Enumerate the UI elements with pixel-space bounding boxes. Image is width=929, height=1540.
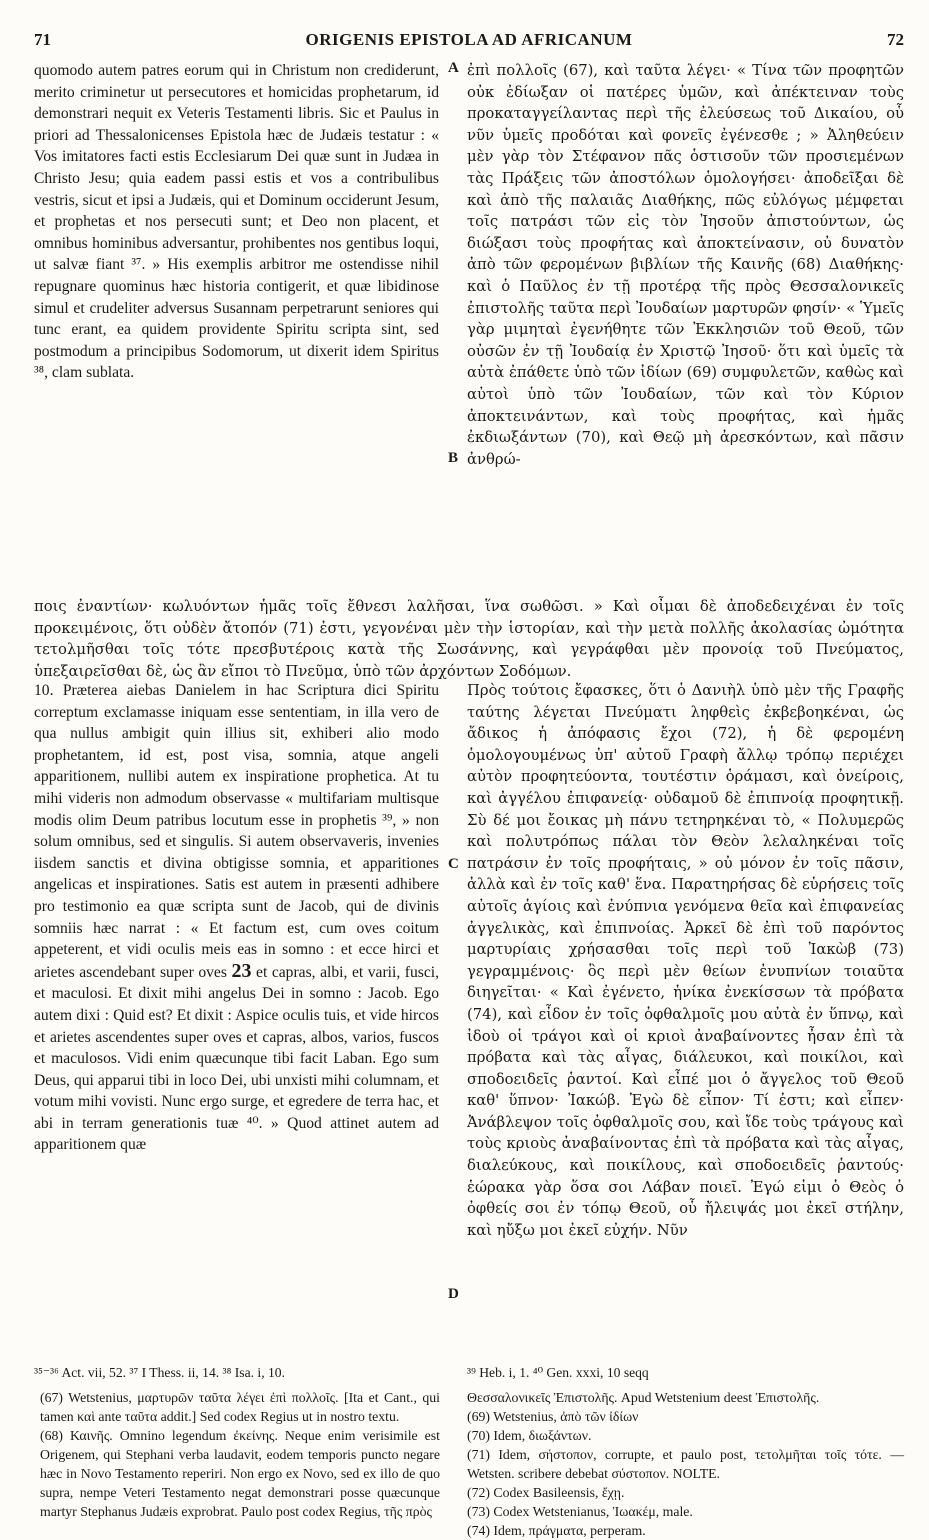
margin-letter-c: C: [448, 856, 459, 872]
margin-letter-d: D: [448, 1286, 459, 1302]
editor-notes-right: [467, 1388, 904, 1540]
note-67: (67) Wetstenius, μαρτυρῶν ταῦτα λέγει ἐπὶ πολλοῖς. [Ita et Cant., qui tamen καὶ ante ταῦτα addit.] Sed codex Regius ut in nostro textu.: [40, 1390, 440, 1424]
note-70: (70) Idem, διωξάντων.: [467, 1428, 592, 1443]
greek-fullwidth: ποις ἐναντίων· κωλυόντων ἡμᾶς τοῖς ἔθνεσι λαλῆσαι, ἵνα σωθῶσι. » Καὶ οἶμαι δὲ ἀποδεδειχέναι ἐν τοῖς προκειμένοις, ὅτι οὐδὲν ἄτοπόν (71) ἐστι, γεγονέναι μὲν τὴν ἱστορίαν, καὶ τὴν μετὰ πολλῆς ἀκολασίας ὠμότητα τετολμῆσθαι τοῖς τότε πρεσβυτέροις κατὰ τῆς Σωσάννης, καὶ γεγράφθαι μὲν προνοίᾳ τοῦ Πνεύματος, ὑπεξαιρεῖσθαι δὲ, ὡς ἂν εἴποι τὸ Πνεῦμα, ὑπὸ τῶν ἀρχόντων Σοδόμων.: [34, 598, 904, 680]
page: [34, 30, 904, 1538]
latin-column-1: quomodo autem patres eorum qui in Christum non crediderunt, merito criminetur ut persecutores et homicidas prophetarum, id demonstrari nequit ex Veteris Testamenti libris. Sic et Paulus in priori ad Thessalonicenses Epistola hæc de Judæis testatur : « Vos imitatores facti estis Ecclesiarum Dei quæ sunt in Judæa in Christo Jesu; quia eadem passi estis et vos a contribulibus vestris, sicut et ipsi a Judæis, qui et Dominum occiderunt Jesum, et prophetas et nos persecuti sunt; et Deo non placent, et omnibus hominibus adversantur, prohibentes nos gentibus loqui, ut salvæ fiant ³⁷. » His exemplis arbitror me ostendisse nihil repugnare quominus hæc historia contigerit, et quæ libidinose simul et crudeliter adversus Susannam perpetrarunt seniores qui tunc erant, ea quidem providente Spiritu scripta sint, sed postmodum a principibus Sodomorum, ut dixerit idem Spiritus ³⁸, clam sublata.: [34, 62, 439, 382]
running-head: [34, 30, 904, 60]
margin-letter-a: A: [448, 60, 459, 76]
note-74: (74) Idem, πράγματα, perperam.: [467, 1523, 646, 1538]
note-69: (69) Wetstenius, ἀπὸ τῶν ἰδίων: [467, 1409, 639, 1424]
footnote-refs-left: ³⁵⁻³⁶ Act. vii, 52. ³⁷ I Thess. ii, 14. ³⁸ Isa. i, 10.: [34, 1365, 285, 1380]
section-1: [34, 60, 904, 630]
greek-column-1: ἐπὶ πολλοῖς (67), καὶ ταῦτα λέγει· « Τίνα τῶν προφητῶν οὐκ ἐδίωξαν οἱ πατέρες ὑμῶν, καὶ ἀπέκτειναν τοὺς προκαταγγείλαντας περὶ τῆς ἐλεύσεως τοῦ Δικαίου, οὗ νῦν ὑμεῖς προδόται καὶ φονεῖς ἐγένεσθε ; » Ἀληθεύειν μὲν γὰρ τὸν Στέφανον πᾶς ὁστισοῦν τῶν προσιεμένων τὰς Πράξεις τῶν ἀποστόλων ὁμολογήσει· ἀποδεῖξαι δὲ καὶ ἀπὸ τῆς παλαιᾶς Διαθήκης, πῶς εὐλόγως μέμφεται τοῖς πατράσι τῶν εἰς τὸν Ἰησοῦν ἀπιστούντων, ὡς διώξασι τοὺς προφήτας καὶ ἀποκτείνασιν, οὐ δυνατὸν ἀπὸ τῶν φερομένων βιβλίων τῆς Καινῆς (68) Διαθήκης· καὶ ὁ Παῦλος ἐν τῇ προτέρᾳ τῆς πρὸς Θεσσαλονικεῖς ἐπιστολῆς ταῦτα περὶ Ἰουδαίων μαρτυρῶν φησίν· « Ὑμεῖς γὰρ μιμηταὶ ἐγενήθητε τῶν Ἐκκλησιῶν τοῦ Θεοῦ, τῶν οὐσῶν ἐν τῇ Ἰουδαίᾳ ἐν Χριστῷ Ἰησοῦ· ὅτι καὶ ὑμεῖς τὰ αὐτὰ ἐπάθετε ὑπὸ τῶν ἰδίων (69) συμφυλετῶν, καθὼς καὶ αὐτοὶ ὑπὸ τῶν Ἰουδαίων, τῶν καὶ τὸν Κύριον ἀποκτεινάντων, καὶ τοὺς προφήτας, καὶ ἡμᾶς ἐκδιωξάντων (70), καὶ Θεῷ μὴ ἀρεσκόντων, καὶ πᾶσιν ἀνθρώ-: [467, 62, 904, 468]
note-68-cont: Θεσσαλονικεῖς Ἐπιστολῆς. Apud Wetstenium deest Ἐπιστολῆς.: [467, 1390, 820, 1405]
footnote-refs-right: ³⁹ Heb. i, 1. ⁴⁰ Gen. xxxi, 10 seqq: [467, 1365, 649, 1380]
latin-column-2: [34, 680, 439, 1156]
latin-paragraph-10-cont: et capras, albi, et varii, fusci, et maculosi. Et dixit mihi angelus Dei in somno : Jacob. Ego autem dixi : Quid est? Et dixit : Aspice oculis tuis, et vide hircos et arietes ascendentes super oves et capras, albos, varios, fuscos et maculosos. Vidi enim quæcunque tibi facit Laban. Ego sum Deus, qui apparui tibi in loco Dei, ubi unxisti mihi columnam, et votum mihi vovisti. Nunc ergo surge, et egredere de terra hac, et abi in terram generationis tuæ ⁴⁰. » Quod attinet autem ad apparitionem quæ: [34, 963, 439, 1154]
latin-paragraph-10: 10. Præterea aiebas Danielem in hac Scriptura dici Spiritu correptum exclamasse iniquam esse sententiam, in illa vero de qua nullus ambigit quin illius sit, exhiberi alio modo prophetantem, id est, post visa, somnia, atque angeli apparitionem, nullibi autem ex inspiratione prophetica. At tu mihi videris non admodum observasse « multifariam multisque modis olim Deum patribus locutum esse in prophetis ³⁹, » non solum omnibus, sed et singulis. Si autem observaveris, invenies iisdem sanctis et divina obtigisse somnia, et apparitiones angelicas et inspirationes. Satis est autem in præsenti adhibere pro testimonio ea quæ scripta sunt de Jacob, qui de divinis somniis hæc narrat : « Et factum est, cum oves coitum appeterent, et vidi oculis meis eas in somno : et ecce hirci et arietes ascendebant super oves: [34, 682, 439, 981]
margin-letter-b: B: [448, 450, 459, 466]
page-number-right: 72: [887, 30, 904, 49]
greek-column-2: Πρὸς τούτοις ἔφασκες, ὅτι ὁ Δανιὴλ ὑπὸ μὲν τῆς Γραφῆς ταύτης λέγεται Πνεύματι ληφθεὶς ἐκβεβοηκέναι, ὡς ἄδικος ἡ ἀπόφασις ἔχοι (72), ἡ δὲ φερομένη ὁμολογουμένως ὑπ' αὐτοῦ Γραφὴ ἄλλῳ τρόπῳ περιέχει αὐτὸν προφητεύοντα, τουτέστιν ὁράμασι, καὶ ὀνείροις, καὶ ἀγγέλου ἐπιφανείᾳ· οὐδαμοῦ δὲ ἐπιπνοίᾳ προφητικῇ. Σὺ δέ μοι ἔοικας μὴ πάνυ τετηρηκέναι τὸ, « Πολυμερῶς καὶ πολυτρόπως πάλαι τὸν Θεὸν λελαληκέναι τοῖς πατράσιν ἐν τοῖς προφήταις, » οὐ μόνον ἐν τοῖς πᾶσιν, ἀλλὰ καὶ ἐν τοῖς καθ' ἕνα. Παρατηρήσας δὲ εὑρήσεις τοῖς αὐτοῖς ἁγίοις καὶ ἐνύπνια γενόμενα θεῖα καὶ ἐπιφανείας ἀγγελικὰς, καὶ ἐπιπνοίας. Ἀρκεῖ δὲ ἐπὶ τοῦ παρόντος μαρτυρίαις χρήσασθαι τοῖς περὶ τοῦ Ἰακὼβ (73) γεγραμμένοις· ὃς περὶ μὲν θείων ἐνυπνίων τοιαῦτα διηγεῖται· « Καὶ ἐγένετο, ἡνίκα ἐνεκίσσων τὰ πρόβατα (74), καὶ εἶδον ἐν τοῖς ὀφθαλμοῖς μου αὐτὰ ἐν ὕπνῳ, καὶ ἰδοὺ οἱ τράγοι καὶ οἱ κριοὶ ἀναβαίνοντες ἦσαν ἐπὶ τὰ πρόβατα καὶ τὰς αἶγας, διάλευκοι, καὶ ποικίλοι, καὶ σποδοειδεῖς ῥαντοί. Καὶ εἶπέ μοι ὁ ἄγγελος τοῦ Θεοῦ καθ' ὕπνον· Ἰακώβ. Ἐγὼ δὲ εἶπον· Τί ἐστι; καὶ εἶπεν· Ἀνάβλεψον τοῖς ὀφθαλμοῖς σου, καὶ ἴδε τοὺς τράγους καὶ τοὺς κριοὺς ἀναβαίνοντας ἐπὶ τὰ πρόβατα καὶ τὰς αἶγας, διαλεύκους, καὶ ποικίλους, καὶ σποδοειδεῖς ῥαντούς· ἑώρακα γὰρ ὅσα σοι Λάβαν ποιεῖ. Ἐγώ εἰμι ὁ Θεὸς ὁ ὀφθείς σοι ἐν τόπῳ Θεοῦ, οὗ ἤλειψάς μοι ἐκεῖ στήλην, καὶ ηὔξω μοι ἐκεῖ εὐχήν. Νῦν: [467, 682, 904, 1239]
note-73: (73) Codex Wetstenianus, Ἰωακέμ, male.: [467, 1504, 693, 1519]
editor-notes-left: [40, 1388, 440, 1521]
note-71: (71) Idem, σήστοπον, corrupte, et paulo post, τετολμῆται τοῖς τότε. — Wetsten. scribere debebat σύστοπον. NOLTE.: [467, 1447, 904, 1481]
note-68: (68) Καινῆς. Omnino legendum ἐκείνης. Neque enim verisimile est Origenem, qui Stephani verba laudavit, eodem temporis puncto negare hæc in Novo Testamento reperiri. Non ergo ex Novo, sed ex illo de quo supra, nempe Veteri Testamento negat demonstrari posse quæcunque martyr Stephanus Judæis exprobrat. Paulo post codex Regius, τῆς πρὸς: [40, 1428, 440, 1519]
page-number-left: 71: [34, 30, 51, 49]
page-title: ORIGENIS EPISTOLA AD AFRICANUM: [305, 30, 633, 49]
note-72: (72) Codex Basileensis, ἔχῃ.: [467, 1485, 625, 1500]
column-number: 23: [231, 959, 252, 982]
